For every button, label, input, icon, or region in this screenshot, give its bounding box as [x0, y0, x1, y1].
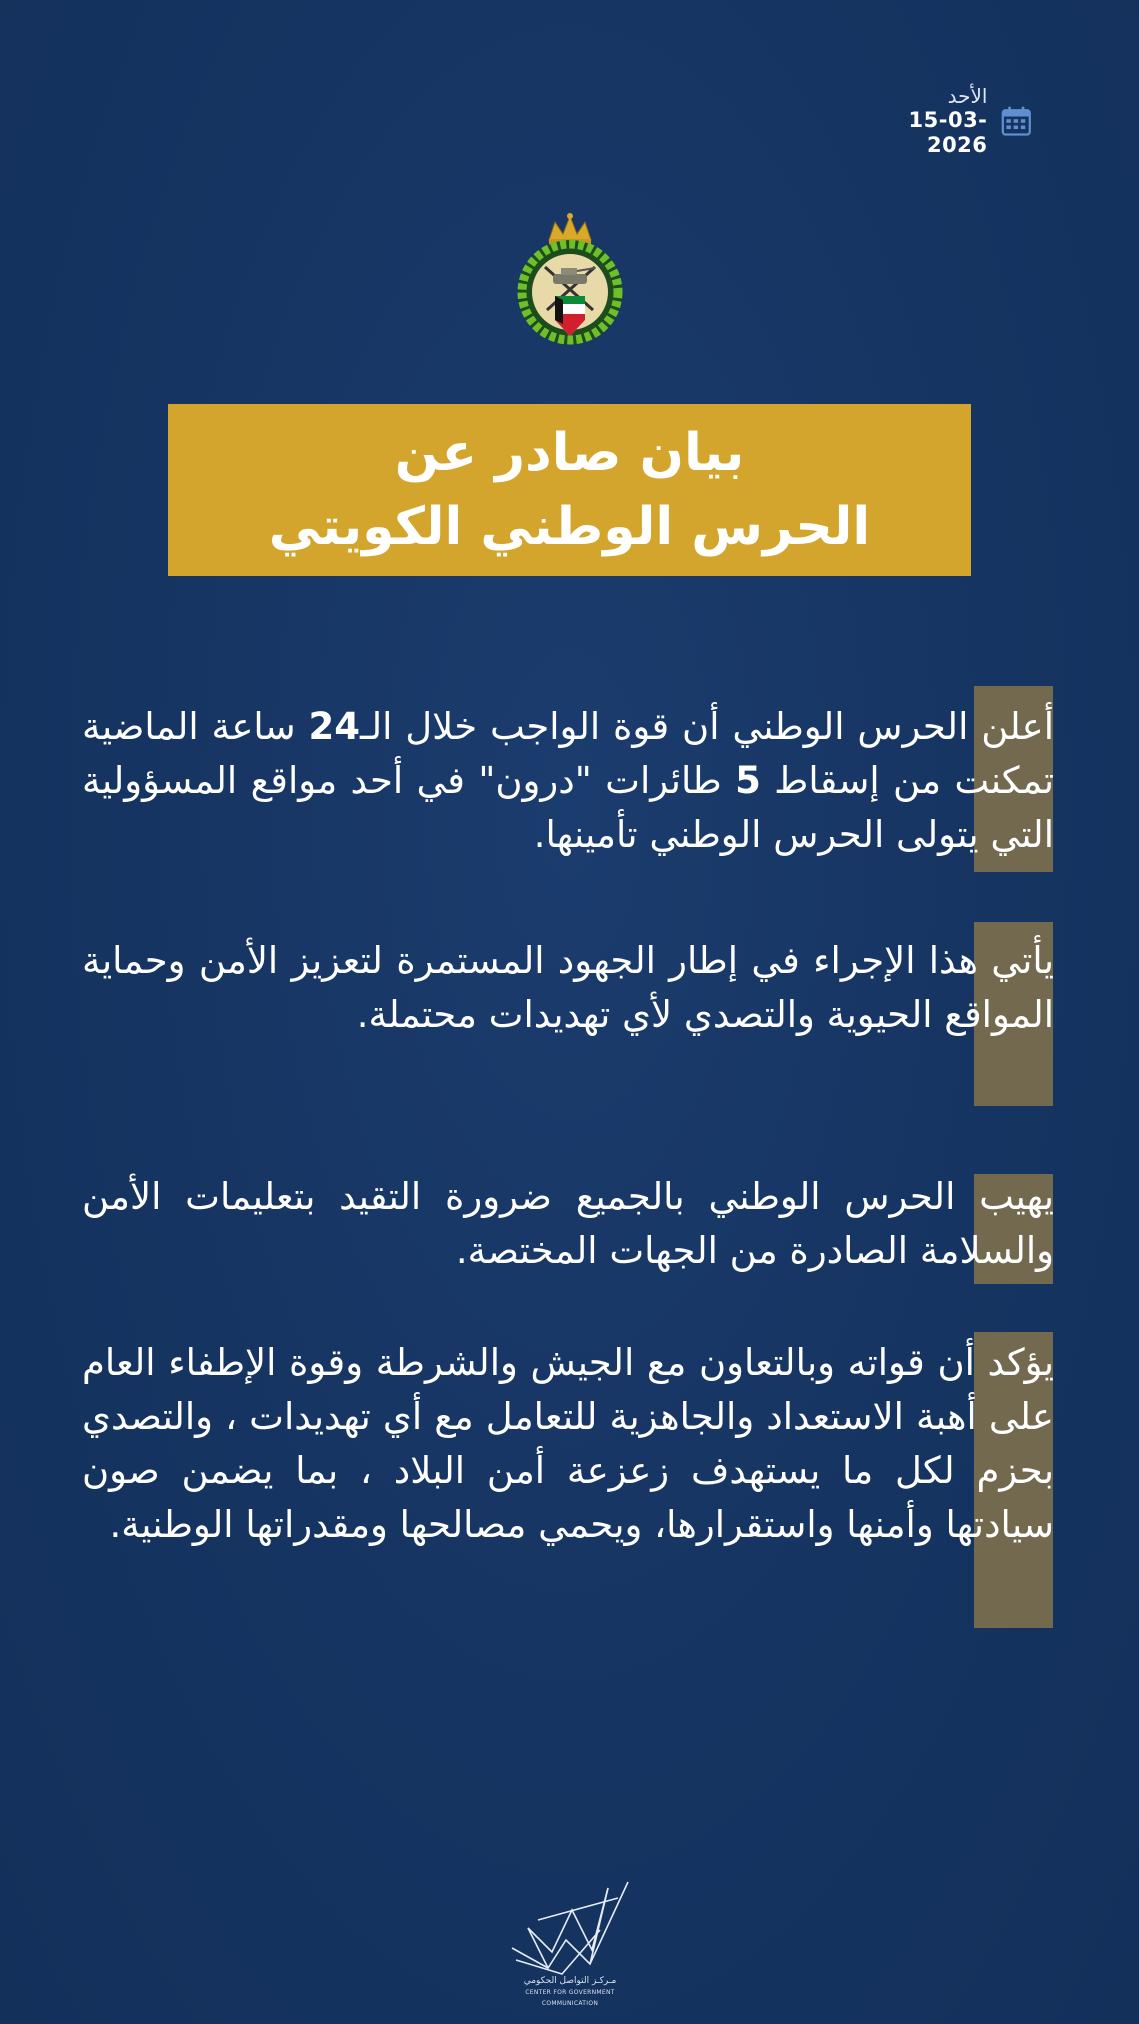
national-guard-emblem — [505, 212, 635, 352]
date-block — [862, 84, 1032, 157]
date-value: 15-03-2026 — [908, 108, 988, 157]
paragraph-4-text: يؤكد أن قواته وبالتعاون مع الجيش والشرطة وقوة الإطفاء العام على أهبة الاستعداد والجاهزية للتعامل مع أي تهديدات ، والتصدي بحزم لكل ما يستهدف زعزعة أمن البلاد ، بما يضمن صون سيادتها وأمنها واستقرارها، ويحمي مصالحها ومقدراتها الوطنية. — [82, 1341, 1054, 1546]
paragraph-3-text: يهيب الحرس الوطني بالجميع ضرورة التقيد بتعليمات الأمن والسلامة الصادرة من الجهات المختصة. — [82, 1175, 1054, 1272]
date-text — [862, 85, 987, 156]
footer-ar: مـركـز التواصل الحكومي — [523, 1976, 617, 1986]
title-line-1: بيان صادر عن — [394, 423, 745, 483]
paragraph-1-hours: 24 — [308, 705, 361, 748]
paragraph-1-drones: 5 — [735, 759, 761, 802]
paragraph-1-mid: ساعة الماضية تمكنت من إسقاط — [82, 705, 1054, 802]
title-box — [168, 404, 971, 576]
footer-en: CENTER FOR GOVERNMENT COMMUNICATION — [525, 1989, 615, 2007]
date-day: الأحد — [947, 84, 988, 109]
paragraph-1-pre: أعلن الحرس الوطني أن قوة الواجب خلال الـ — [360, 705, 1054, 748]
paragraph-4 — [82, 1336, 1054, 1552]
paragraph-3 — [82, 1170, 1054, 1278]
footer-text — [508, 1976, 632, 2009]
title-line-2: الحرس الوطني الكويتي — [268, 497, 871, 557]
calendar-icon — [1001, 104, 1032, 138]
paragraph-1 — [82, 700, 1054, 862]
paragraph-2 — [82, 934, 1054, 1042]
paragraph-2-text: يأتي هذا الإجراء في إطار الجهود المستمرة لتعزيز الأمن وحماية المواقع الحيوية والتصدي لأي تهديدات محتملة. — [82, 939, 1054, 1036]
paragraph-1-post: طائرات "درون" في أحد مواقع المسؤولية التي يتولى الحرس الوطني تأمينها. — [82, 759, 1054, 856]
